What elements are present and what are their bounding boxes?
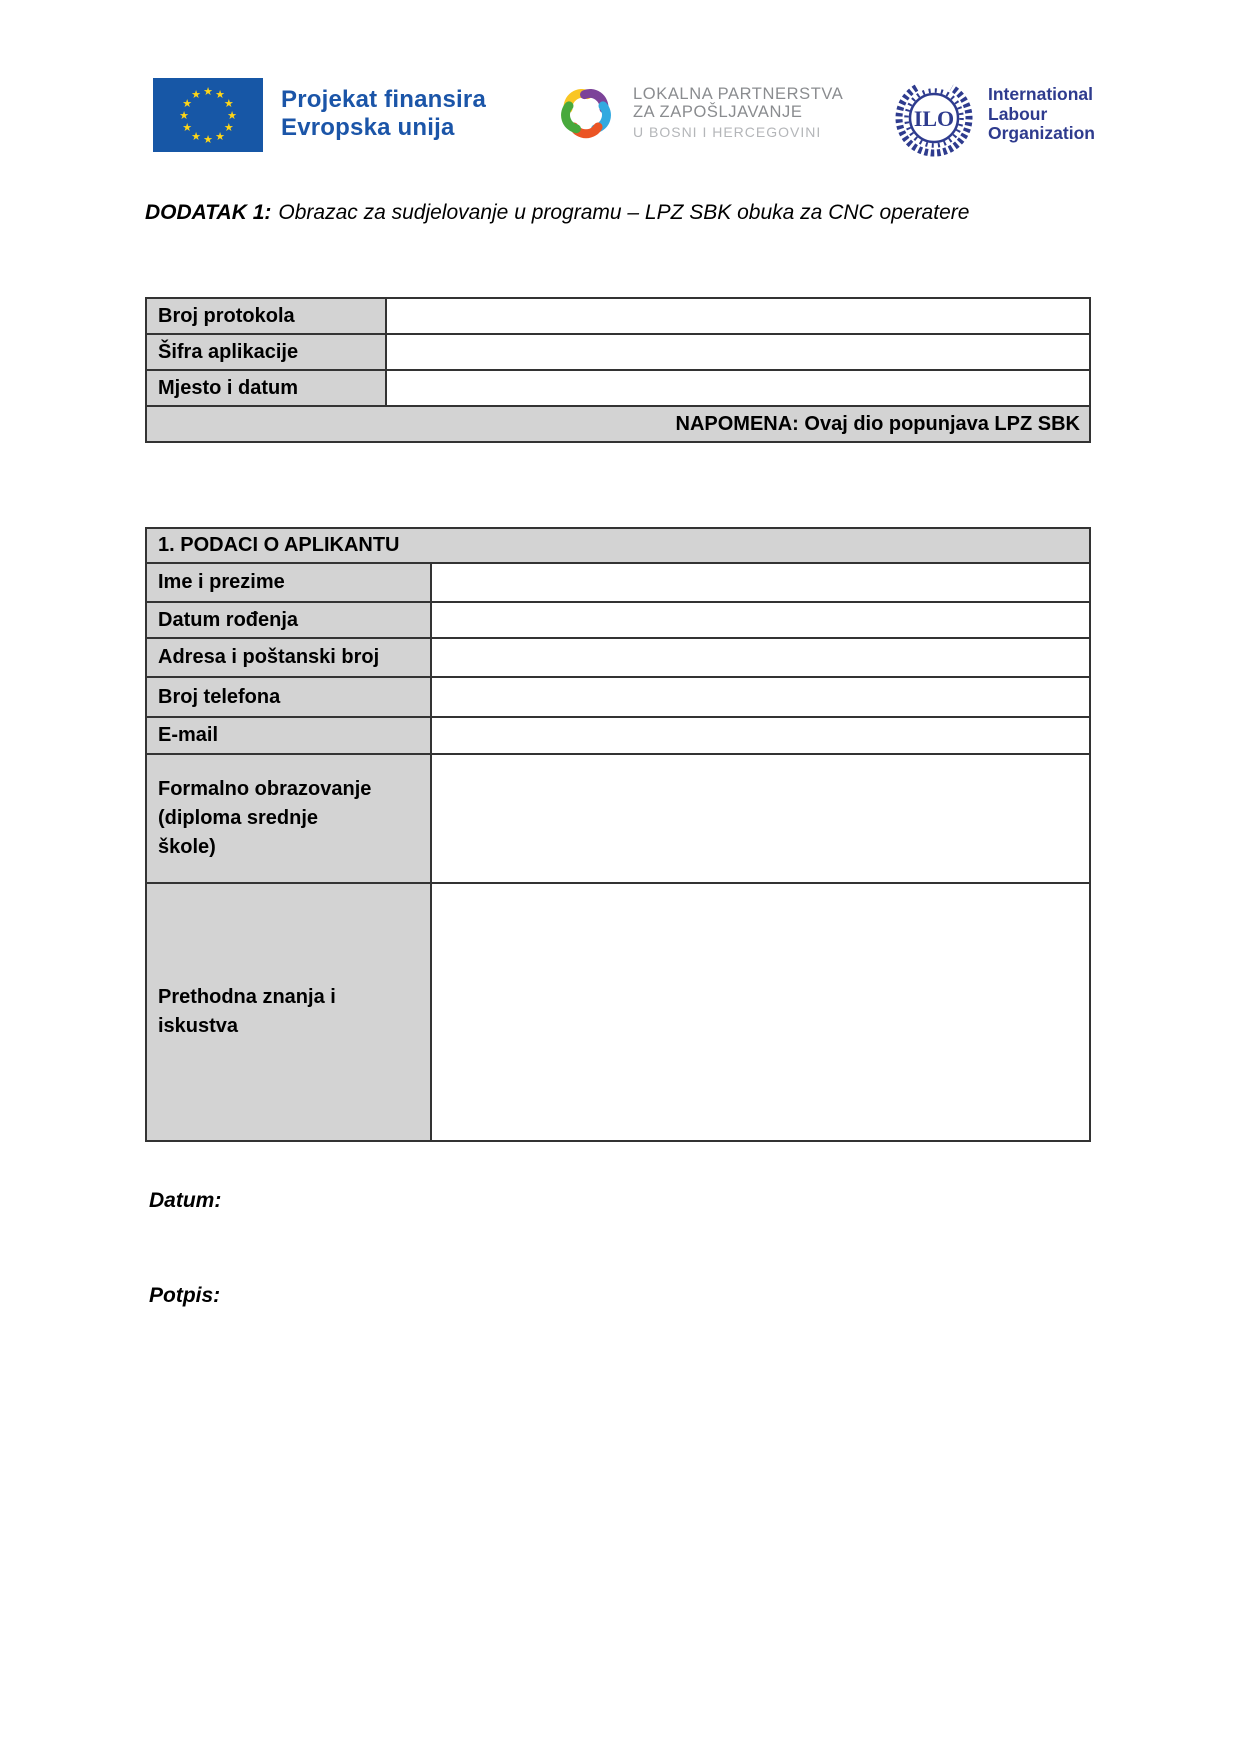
table-row	[146, 406, 1090, 442]
svg-text:★: ★	[182, 121, 193, 134]
svg-text:★: ★	[215, 129, 225, 143]
table-row	[146, 563, 1090, 602]
date-label: Datum:	[149, 1189, 222, 1212]
table-row	[146, 602, 1090, 638]
prethodna-znanja-value[interactable]	[431, 883, 1090, 1141]
table-row	[146, 638, 1090, 677]
applicant-table	[145, 527, 1091, 1142]
eu-funding-line1: Projekat finansira	[281, 86, 487, 113]
svg-text:★: ★	[223, 97, 234, 110]
eu-funding-text	[281, 86, 486, 142]
adresa-i-postanski-broj-value[interactable]	[431, 638, 1090, 677]
ilo-line2: Labour	[988, 103, 1048, 124]
svg-text:★: ★	[215, 88, 225, 102]
mjesto-i-datum-label: Mjesto i datum	[146, 370, 386, 406]
mjesto-i-datum-value[interactable]	[386, 370, 1090, 406]
svg-text:★: ★	[182, 97, 193, 110]
protocol-table	[145, 297, 1091, 443]
ime-i-prezime-value[interactable]	[431, 563, 1090, 602]
table-row	[146, 298, 1090, 334]
ilo-wordmark	[988, 85, 1095, 144]
title-text: Obrazac za sudjelovanje u programu – LPZ SBK obuka za CNC operatere	[278, 201, 970, 224]
ilo-line1: International	[988, 84, 1094, 104]
sifra-aplikacije-label: Šifra aplikacije	[146, 334, 386, 370]
lpz-wordmark	[633, 85, 843, 141]
table-row	[146, 370, 1090, 406]
table-row	[146, 754, 1090, 883]
formalno-obrazovanje-label: Formalno obrazovanje (diploma srednje škole)	[146, 754, 431, 883]
eu-flag-icon	[153, 78, 263, 152]
svg-text:★: ★	[203, 85, 213, 98]
svg-text:★: ★	[227, 109, 237, 122]
email-label: E-mail	[146, 717, 431, 754]
adresa-i-postanski-broj-label: Adresa i poštanski broj	[146, 638, 431, 677]
section-header-podaci-o-aplikantu: 1. PODACI O APLIKANTU	[146, 528, 1090, 563]
table-row	[146, 883, 1090, 1141]
datum-rodjenja-label: Datum rođenja	[146, 602, 431, 638]
eu-funding-line2: Evropska unija	[281, 114, 455, 141]
signature-label: Potpis:	[149, 1284, 221, 1307]
napomena-note: NAPOMENA: Ovaj dio popunjava LPZ SBK	[146, 406, 1090, 442]
sifra-aplikacije-value[interactable]	[386, 334, 1090, 370]
formalno-obrazovanje-value[interactable]	[431, 754, 1090, 883]
table-row	[146, 334, 1090, 370]
broj-protokola-label: Broj protokola	[146, 298, 386, 334]
ilo-line3: Organization	[988, 123, 1095, 143]
broj-telefona-value[interactable]	[431, 677, 1090, 717]
table-row	[146, 528, 1090, 563]
lpz-line3: U BOSNI I HERCEGOVINI	[633, 124, 822, 140]
svg-text:★: ★	[191, 88, 201, 102]
lpz-line2: ZA ZAPOŠLJAVANJE	[633, 103, 803, 121]
datum-rodjenja-value[interactable]	[431, 602, 1090, 638]
email-value[interactable]	[431, 717, 1090, 754]
svg-text:★: ★	[179, 109, 189, 122]
svg-text:★: ★	[191, 129, 201, 143]
title-prefix: DODATAK 1:	[145, 201, 272, 224]
svg-text:★: ★	[203, 133, 213, 146]
lpz-star-icon	[551, 78, 621, 148]
broj-telefona-label: Broj telefona	[146, 677, 431, 717]
ime-i-prezime-label: Ime i prezime	[146, 563, 431, 602]
ilo-emblem-icon	[892, 76, 976, 160]
prethodna-znanja-label: Prethodna znanja i iskustva	[146, 883, 431, 1141]
table-row	[146, 677, 1090, 717]
page-title	[145, 201, 969, 225]
table-row	[146, 717, 1090, 754]
ilo-emblem-text: ILO	[913, 106, 955, 131]
svg-text:★: ★	[223, 121, 234, 134]
broj-protokola-value[interactable]	[386, 298, 1090, 334]
lpz-line1: LOKALNA PARTNERSTVA	[633, 85, 844, 103]
